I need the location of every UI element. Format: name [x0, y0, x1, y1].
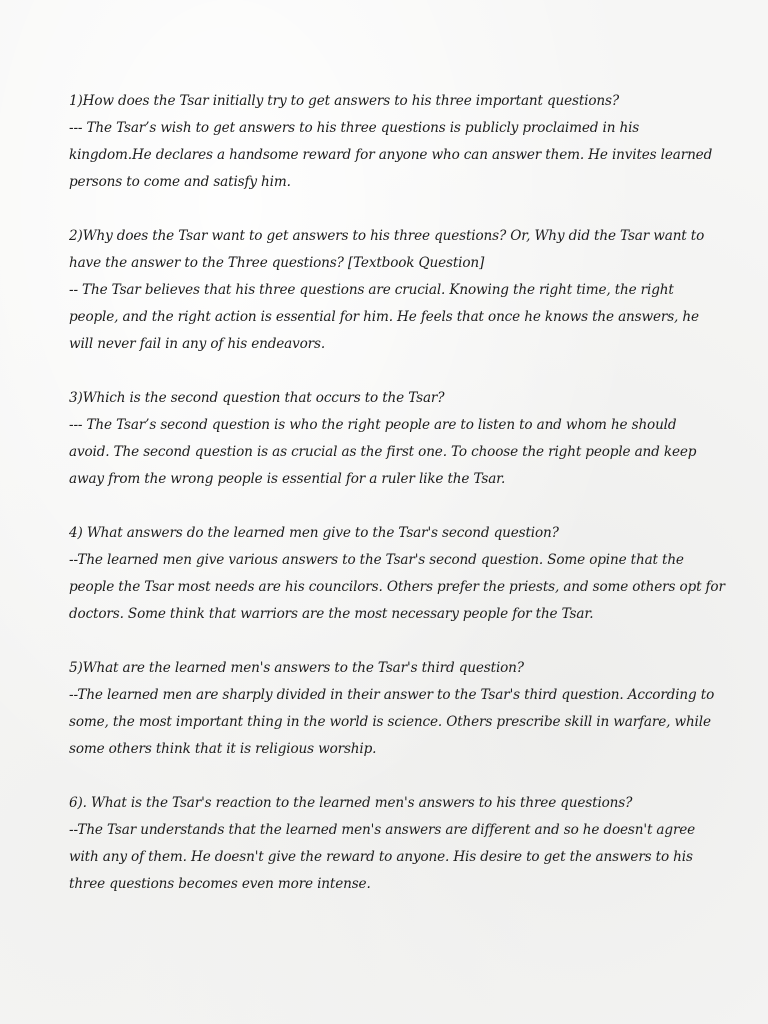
answer-4-line-3: doctors. Some think that warriors are the most necessary people for the Tsar.	[69, 606, 594, 622]
answer-2-line-1: -- The Tsar believes that his three questions are crucial. Knowing the right time, the right	[69, 282, 674, 298]
question-5: 5)What are the learned men's answers to the Tsar's third question?	[69, 660, 524, 676]
answer-3-line-3: away from the wrong people is essential for a ruler like the Tsar.	[69, 471, 506, 487]
answer-5-line-1: --The learned men are sharply divided in their answer to the Tsar's third question. According to	[69, 687, 715, 703]
answer-5-line-2: some, the most important thing in the world is science. Others prescribe skill in warfare, while	[69, 714, 711, 730]
answer-3-line-1: --- The Tsar’s second question is who the right people are to listen to and whom he should	[69, 417, 677, 433]
answer-3-line-2: avoid. The second question is as crucial as the first one. To choose the right people and keep	[69, 444, 697, 460]
answer-4-line-2: people the Tsar most needs are his councilors. Others prefer the priests, and some others opt for	[69, 579, 725, 595]
qa-block-1	[69, 88, 719, 196]
answer-2-line-3: will never fail in any of his endeavors.	[69, 336, 326, 352]
qa-block-2	[69, 223, 719, 358]
document-body	[69, 88, 725, 925]
answer-4-line-1: --The learned men give various answers to the Tsar's second question. Some opine that the	[69, 552, 684, 568]
question-2-line-2: have the answer to the Three questions? [Textbook Question]	[69, 255, 485, 271]
qa-block-5	[69, 655, 719, 763]
answer-6-line-3: three questions becomes even more intense.	[69, 876, 371, 892]
answer-5-line-3: some others think that it is religious worship.	[69, 741, 377, 757]
question-6: 6). What is the Tsar's reaction to the learned men's answers to his three questions?	[69, 795, 633, 811]
answer-6-line-1: --The Tsar understands that the learned men's answers are different and so he doesn't agree	[69, 822, 696, 838]
question-2-line-1: 2)Why does the Tsar want to get answers to his three questions? Or, Why did the Tsar want to	[69, 228, 705, 244]
answer-1-line-1: --- The Tsar’s wish to get answers to his three questions is publicly proclaimed in his	[69, 120, 640, 136]
answer-1-line-2: kingdom.He declares a handsome reward for anyone who can answer them. He invites learned	[69, 147, 713, 163]
answer-6-line-2: with any of them. He doesn't give the reward to anyone. His desire to get the answers to his	[69, 849, 693, 865]
qa-block-6	[69, 790, 719, 898]
qa-block-3	[69, 385, 719, 493]
qa-block-4	[69, 520, 725, 628]
question-1: 1)How does the Tsar initially try to get answers to his three important questions?	[69, 93, 619, 109]
answer-2-line-2: people, and the right action is essential for him. He feels that once he knows the answers, he	[69, 309, 699, 325]
question-3: 3)Which is the second question that occurs to the Tsar?	[69, 390, 445, 406]
answer-1-line-3: persons to come and satisfy him.	[69, 174, 291, 190]
question-4: 4) What answers do the learned men give to the Tsar's second question?	[69, 525, 559, 541]
